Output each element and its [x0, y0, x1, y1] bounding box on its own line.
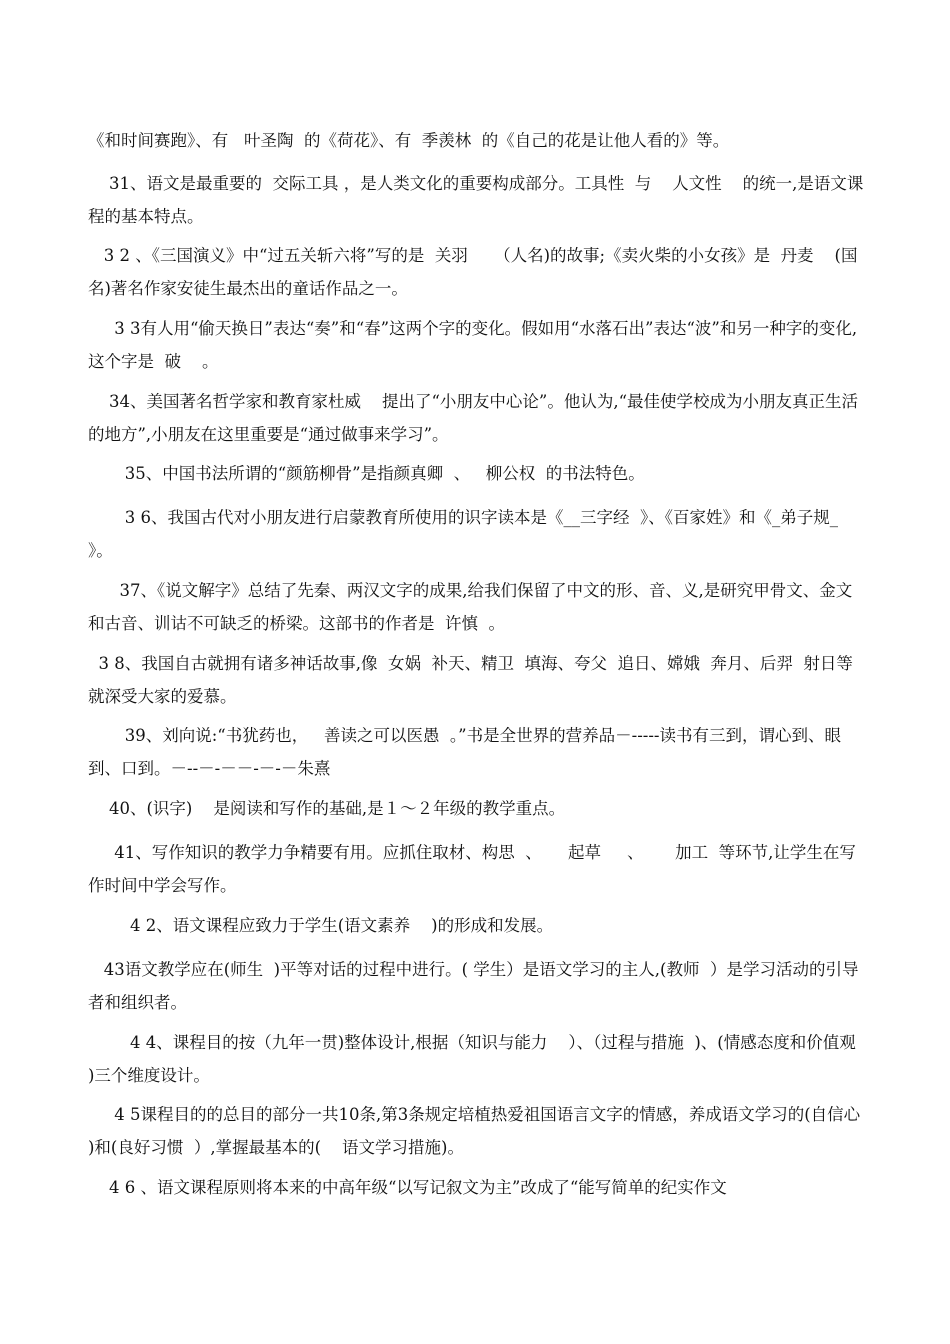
paragraph-45: 4 5课程目的的总目的部分一共10条,第3条规定培植热爱祖国语言文字的情感，养成语文学习的(自信心 )和(良好习惯 ）,掌握最基本的( 语文学习措施)。: [88, 1105, 871, 1157]
paragraph-44: 4 4、课程目的按（九年一贯)整体设计,根据（知识与能力 ）、（过程与措施 )、(情感态度和价值观 )三个维度设计。: [88, 1033, 867, 1085]
paragraph-42: 4 2、语文课程应致力于学生(语文素养 )的形成和发展。: [88, 916, 554, 935]
paragraph-35: 35、中国书法所谓的“颜筋柳骨”是指颜真卿 、 柳公权 的书法特色。: [88, 464, 645, 483]
paragraph-31: 31、语文是最重要的 交际工具 ，是人类文化的重要构成部分。工具性 与 人文性 的统一,是语文课程的基本特点。: [88, 174, 864, 226]
paragraph-30: 《和时间赛跑》、有 叶圣陶 的《荷花》、有 季羡林 的《自己的花是让他人看的》等。: [88, 131, 730, 150]
paragraph-41: 41、写作知识的教学力争精要有用。应抓住取材、构思 、 起草 、 加工 等环节,让学生在写作时间中学会写作。: [88, 843, 856, 895]
paragraph-43: 43语文教学应在(师生 )平等对话的过程中进行。( 学生）是语文学习的主人,(教师 ）是学习活动的引导者和组织者。: [88, 960, 859, 1012]
paragraph-38: 3 8、我国自古就拥有诸多神话故事,像 女娲 补天、精卫 填海、夸父 追日、嫦娥 奔月、后羿 射日等就深受大家的爱慕。: [88, 654, 853, 706]
paragraph-39: 39、刘向说:“书犹药也， 善读之可以医愚 。”书是全世界的营养品－-----读书有三到，谓心到、眼到、口到。－--－-－－-－-－朱熹: [88, 726, 841, 778]
paragraph-46: 4 6 、语文课程原则将本来的中高年级“以写记叙文为主”改成了“能写简单的纪实作文: [88, 1178, 727, 1197]
paragraph-40: 40、(识字) 是阅读和写作的基础,是１～２年级的教学重点。: [88, 799, 566, 818]
paragraph-37: 37、《说文解字》总结了先秦、两汉文字的成果,给我们保留了中文的形、音、义,是研究甲骨文、金文和古音、训诂不可缺乏的桥梁。这部书的作者是 许慎 。: [88, 581, 853, 633]
paragraph-32: 3 2 、《三国演义》中“过五关斩六将”写的是 关羽 （人名)的故事;《卖火柴的小女孩》是 丹麦 (国名)著名作家安徒生最杰出的童话作品之一。: [88, 246, 858, 298]
paragraph-34: 34、美国著名哲学家和教育家杜威 提出了“小朋友中心论”。他认为,“最佳使学校成为小朋友真正生活的地方”,小朋友在这里重要是“通过做事来学习”。: [88, 392, 859, 444]
paragraph-36: 3 6、我国古代对小朋友进行启蒙教育所使用的识字读本是《__三字经 》、《百家姓》和《_弟子规_ 》。: [88, 508, 859, 560]
paragraph-33: 3 3有人用“偷天换日”表达“奏”和“春”这两个字的变化。假如用“水落石出”表达“波”和另一种字的变化,这个字是 破 。: [88, 319, 858, 371]
